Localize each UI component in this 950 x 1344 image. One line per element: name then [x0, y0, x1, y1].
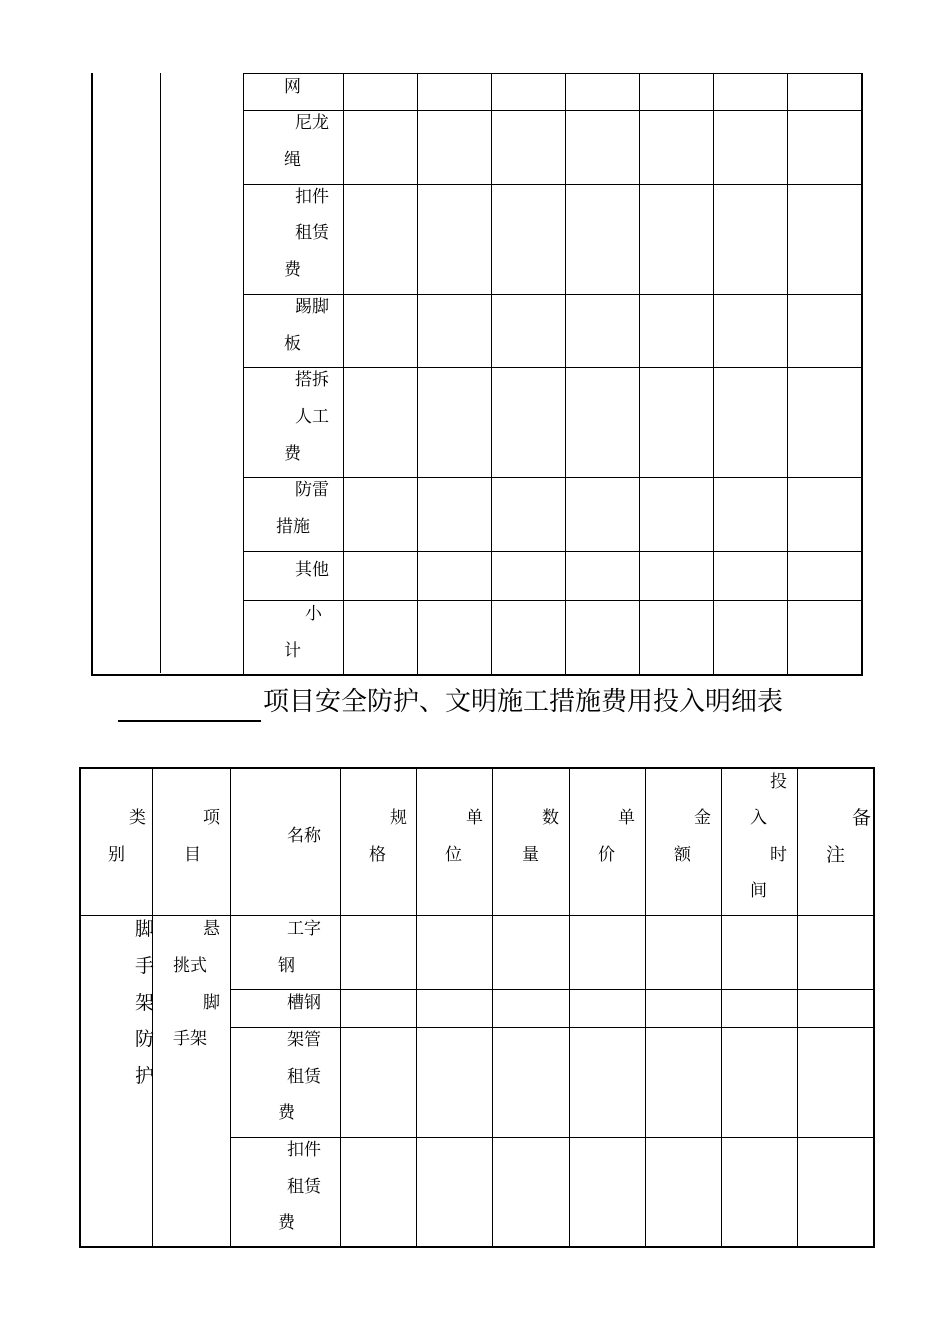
- table-divider: [230, 767, 231, 1248]
- table-cell-name: 措施: [276, 517, 310, 537]
- table-divider: [340, 767, 341, 1248]
- header-amount: 额: [674, 845, 691, 865]
- table-divider: [243, 73, 244, 676]
- table-cell-name: 租赁: [295, 223, 329, 243]
- table-cell-name: 计: [284, 641, 301, 661]
- table-cell-name: 租赁: [287, 1177, 321, 1197]
- table-cell-name: 费: [278, 1213, 295, 1233]
- table-divider: [417, 73, 418, 676]
- table-cell-name: 扣件: [295, 187, 329, 207]
- table-row-line: [243, 551, 863, 552]
- header-quantity: 数: [542, 808, 559, 828]
- table-row-line: [243, 294, 863, 295]
- section-title: [118, 682, 858, 722]
- table-divider: [645, 767, 646, 1248]
- header-amount: 金: [694, 808, 711, 828]
- table-cell-name: 搭拆: [295, 370, 329, 390]
- header-time: 间: [750, 881, 767, 901]
- table-border-right: [861, 73, 863, 676]
- table-divider: [787, 73, 788, 676]
- table-row-line: [243, 367, 863, 368]
- table-cell-name: 尼龙: [295, 113, 329, 133]
- table-cell-name: 槽钢: [287, 993, 321, 1013]
- header-item: 项: [203, 808, 220, 828]
- table-row-line: [230, 1027, 875, 1028]
- table-border-bottom: [79, 1246, 875, 1248]
- header-unit-price: 单: [618, 808, 635, 828]
- table-cell-name: 踢脚: [295, 297, 329, 317]
- table-cell-name: 网: [284, 77, 301, 97]
- table-cell-name: 费: [284, 444, 301, 464]
- header-item: 目: [184, 845, 201, 865]
- header-name: 名称: [287, 826, 321, 846]
- header-spec: 格: [369, 845, 386, 865]
- item-cell: 悬: [203, 919, 220, 939]
- table-cell-name: 租赁: [287, 1067, 321, 1087]
- table-divider: [797, 767, 798, 1248]
- table-row-line: [243, 110, 863, 111]
- table-cell-name: 小: [305, 604, 322, 624]
- table-row-line: [243, 184, 863, 185]
- header-unit: 位: [445, 845, 462, 865]
- table-divider: [565, 73, 566, 676]
- table-cell-name: 防雷: [295, 480, 329, 500]
- table-border-left: [91, 73, 93, 676]
- project-name-blank: [118, 688, 261, 722]
- table-divider: [492, 767, 493, 1248]
- table-row-line: [243, 73, 863, 74]
- table-divider: [343, 73, 344, 676]
- table-cell-name: 费: [278, 1103, 295, 1123]
- header-unit-price: 价: [598, 845, 615, 865]
- section-title-text: 项目安全防护、文明施工措施费用投入明细表: [263, 687, 784, 717]
- table-divider: [713, 73, 714, 676]
- table-row-line: [230, 1137, 875, 1138]
- table-row-line: [230, 989, 875, 990]
- category-cell: 防: [135, 1028, 155, 1050]
- header-unit: 单: [466, 808, 483, 828]
- header-category: 别: [108, 845, 125, 865]
- item-cell: 手架: [173, 1029, 207, 1049]
- table-row-line: [243, 600, 863, 601]
- item-cell: 脚: [203, 993, 220, 1013]
- header-remark: 备: [852, 807, 872, 829]
- table-divider: [639, 73, 640, 676]
- table-cell-name: 钢: [278, 956, 295, 976]
- header-bottom-line: [79, 915, 875, 916]
- table-cell-name: 工字: [287, 919, 321, 939]
- table-divider: [416, 767, 417, 1248]
- category-cell: 架: [135, 992, 155, 1014]
- category-cell: 手: [135, 955, 155, 977]
- table-divider: [160, 73, 161, 673]
- table-cell-name: 扣件: [287, 1140, 321, 1160]
- table-divider: [569, 767, 570, 1248]
- table-cell-name: 费: [284, 260, 301, 280]
- header-time: 时: [770, 845, 787, 865]
- category-cell: 护: [135, 1065, 155, 1087]
- table-cell-name: 绳: [284, 150, 301, 170]
- table-divider: [721, 767, 722, 1248]
- table-border-right: [873, 767, 875, 1248]
- table-row-line: [243, 477, 863, 478]
- table-cell-name: 人工: [295, 407, 329, 427]
- header-spec: 规: [390, 808, 407, 828]
- table-border-bottom: [91, 674, 863, 676]
- table-cell-name: 板: [284, 334, 301, 354]
- table-cell-name: 架管: [287, 1030, 321, 1050]
- table-border-left: [79, 767, 81, 1248]
- header-time: 入: [750, 808, 767, 828]
- table-divider: [491, 73, 492, 676]
- header-time: 投: [770, 772, 787, 792]
- table-border-top: [79, 767, 875, 769]
- item-cell: 挑式: [173, 956, 207, 976]
- header-quantity: 量: [522, 845, 539, 865]
- category-cell: 脚: [135, 918, 155, 940]
- table-cell-name: 其他: [295, 560, 329, 580]
- header-remark: 注: [826, 844, 846, 866]
- header-category: 类: [129, 808, 146, 828]
